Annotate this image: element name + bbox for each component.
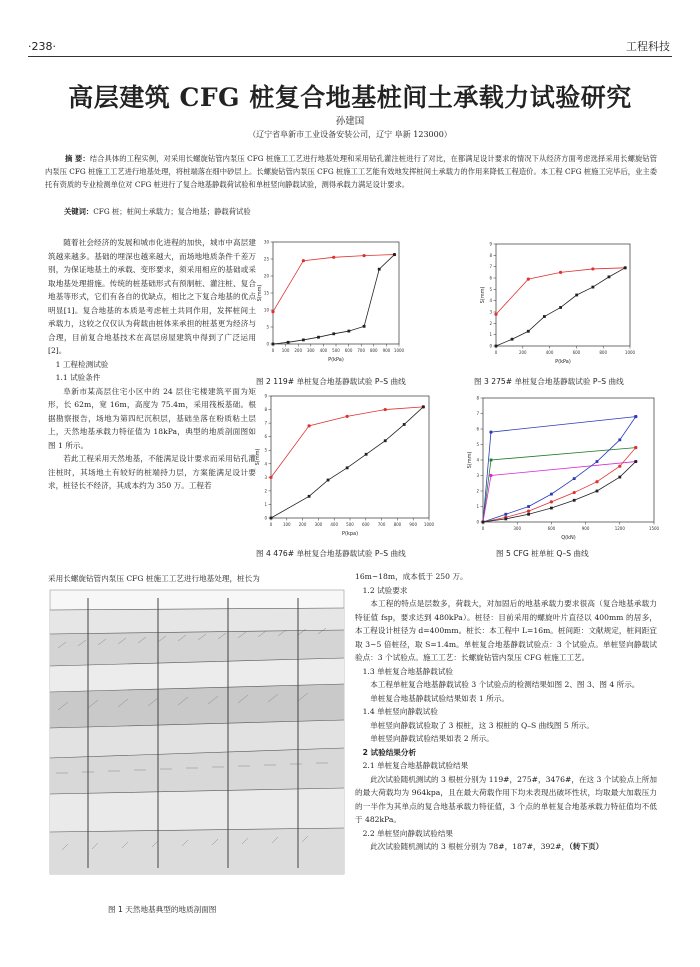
y-tick-label: 0 <box>266 341 269 347</box>
data-point <box>302 339 305 342</box>
header-rule <box>28 56 672 57</box>
fig3-chart <box>478 238 636 366</box>
soil-layers <box>50 608 344 874</box>
y-tick-label: 20 <box>263 273 269 279</box>
section-heading: 2 试验结果分析 <box>362 747 417 757</box>
y-tick-label: 1 <box>489 332 492 338</box>
paragraph: 阜新市某高层住宅小区中的 24 层住宅楼建筑平面为矩形，长 62m，宽 16m，高度为 75.4m，采用筏板基础。根据勘察报告，场地为第四纪沉积层，基础坐落在粉质粘土层上，天然地基承载力特征值为 18kPa，典型的地质剖面图如图 1 所示。 <box>48 386 256 450</box>
paragraph-continuation: 采用长螺旋钻管内泵压 CFG 桩施工工艺进行地基处理，桩长为 <box>48 574 260 583</box>
data-point <box>573 499 576 502</box>
x-tick-label: 500 <box>346 522 354 527</box>
paragraph: 单桩竖向静载试验取了 3 根桩，这 3 根桩的 Q–S 曲线图 5 所示。 <box>370 720 594 730</box>
data-point <box>287 341 290 344</box>
journal-name: 工程科技 <box>626 40 670 53</box>
data-point <box>608 275 611 278</box>
x-tick-label: 1000 <box>393 348 405 353</box>
data-point <box>618 465 621 468</box>
paragraph: 此次试验随机测试的 3 根桩分别为 119#，275#，3476#，在这 3 个试验点上所加的最大荷载均为 964kpa，且在最大荷载作用下均未表现出破坏性状，均取最大加载压力的一半作为其单点的复合地基承载力特征值，3 个点的单桩复合地基承载力特征值均不低于 482kPa。 <box>355 774 657 824</box>
x-tick-label: 200 <box>294 348 303 353</box>
data-point <box>634 460 637 463</box>
fig1-caption: 图 1 天然地基典型的地质剖面图 <box>108 905 217 914</box>
x-axis-label: P(kPa) <box>328 357 344 363</box>
y-tick-label: 3 <box>489 309 492 315</box>
page-number: ·238· <box>28 40 56 53</box>
y-axis-label: S(mm) <box>480 286 486 304</box>
data-point <box>511 338 514 341</box>
x-tick-label: 800 <box>393 522 402 527</box>
data-point <box>504 513 507 516</box>
data-point <box>384 408 387 411</box>
data-point <box>272 343 275 346</box>
x-tick-label: 100 <box>281 348 290 353</box>
x-tick-label: 400 <box>330 522 339 527</box>
y-tick-label: 9 <box>489 241 492 247</box>
data-point <box>573 477 576 480</box>
paragraph: 随着社会经济的发展和城市化进程的加快，城市中高层建筑越来越多。基础的埋深也越来越大，而场地地质条件千差万别，为保证地基土的承载、变形要求，须采用相应的基础或采取地基处理措施。传统的桩基础形式有预制桩、灌注桩、复合地基等形式，它们有各自的优缺点，相比之下复合地基的优点明显[1]。复合地基的本质是考虑桩土共同作用，发挥桩间土承载力，这较之仅仅认为荷载由桩体来承担的桩基更为经济与合理，目前复合地基技术在高层房屋建筑中得到了广泛运用[2]。 <box>48 238 256 355</box>
y-tick-label: 0 <box>476 519 479 525</box>
paragraph: 16m~18m，成本低于 250 万。 <box>355 572 468 581</box>
y-tick-label: 3 <box>476 473 479 478</box>
data-point <box>489 431 492 434</box>
paragraph: 若此工程采用天然地基，不能满足设计要求而采用钻孔灌注桩时，其场地土有较好的桩端持力层，方案能满足设计要求，桩径长不经济，其成本约为 350 万。工程若 <box>48 454 256 490</box>
data-point <box>327 479 330 482</box>
data-point <box>308 495 311 498</box>
fig2-caption: 图 2 119# 单桩复合地基静载试验 P–S 曲线 <box>256 377 406 386</box>
fig3-caption: 图 3 275# 单桩复合地基静载试验 P–S 曲线 <box>474 377 624 386</box>
left-column <box>48 236 256 493</box>
data-point <box>490 459 493 462</box>
data-point <box>271 310 274 313</box>
data-point <box>624 266 627 269</box>
y-tick-label: 1 <box>476 504 479 509</box>
y-axis-label: S(mm) <box>467 451 473 469</box>
x-tick-label: 1200 <box>614 526 625 531</box>
x-tick-label: 900 <box>382 348 391 353</box>
y-axis-label: S(mm) <box>257 284 263 302</box>
subsection-heading: 2.2 单桩竖向静载试验结果 <box>362 828 454 838</box>
y-tick-label: 0 <box>489 343 492 349</box>
x-tick-label: 1000 <box>624 350 636 355</box>
data-point <box>527 278 530 281</box>
y-axis-label: S(mm) <box>255 448 261 466</box>
y-tick-label: 2 <box>489 320 492 326</box>
data-point <box>347 330 350 333</box>
x-tick-label: 300 <box>306 348 315 353</box>
y-tick-label: 0 <box>264 515 267 521</box>
fig5-chart <box>465 392 660 542</box>
y-tick-label: 5 <box>264 447 267 453</box>
y-tick-label: 8 <box>476 395 479 401</box>
x-tick-label: 0 <box>271 348 275 353</box>
subsection-heading: 1.2 试验要求 <box>362 585 408 595</box>
subsection-heading: 1.1 试验条件 <box>55 373 101 382</box>
y-tick-label: 8 <box>489 252 492 258</box>
data-point <box>362 254 365 257</box>
data-point <box>550 507 553 510</box>
data-point <box>270 517 273 520</box>
data-point <box>591 286 594 289</box>
x-tick-label: 1000 <box>423 522 435 527</box>
y-tick-label: 4 <box>264 461 267 467</box>
data-point <box>489 474 492 477</box>
x-tick-label: 800 <box>599 350 608 355</box>
y-tick-label: 3 <box>264 474 267 480</box>
paragraph: 单桩复合地基静载试验结果如表 1 所示。 <box>370 693 509 703</box>
x-tick-label: 400 <box>545 350 554 355</box>
data-point <box>596 460 599 463</box>
data-point <box>422 405 425 408</box>
y-tick-label: 1 <box>264 501 267 507</box>
abstract <box>45 152 657 191</box>
x-tick-label: 0 <box>269 522 273 527</box>
x-tick-label: 600 <box>572 350 581 355</box>
plot-frame <box>496 244 630 346</box>
x-axis-label: P(kpa) <box>341 531 359 537</box>
paragraph: 本工程单桩复合地基静载试验 3 个试验点的检测结果如图 2、图 3、图 4 所示。 <box>370 680 640 689</box>
paragraph <box>355 840 657 854</box>
data-point <box>634 446 637 449</box>
y-tick-label: 15 <box>263 290 269 296</box>
x-tick-label: 1500 <box>648 526 660 531</box>
x-tick-label: 200 <box>298 522 307 527</box>
data-point <box>559 306 562 309</box>
y-tick-label: 9 <box>264 393 267 399</box>
y-tick-label: 30 <box>263 239 269 245</box>
data-point <box>550 500 553 503</box>
fig5-caption: 图 5 CFG 桩单桩 Q–S 曲线 <box>496 549 589 558</box>
keywords-label: 关键词： <box>64 207 94 216</box>
data-point <box>403 423 406 426</box>
y-tick-label: 6 <box>476 426 479 432</box>
subsection-heading: 2.1 单桩复合地基静载试验结果 <box>362 761 469 770</box>
geological-profile-figure <box>48 588 346 876</box>
data-point <box>527 505 530 508</box>
x-tick-label: 700 <box>357 348 366 353</box>
y-tick-label: 2 <box>264 488 267 494</box>
y-tick-label: 25 <box>263 256 269 262</box>
data-point <box>317 336 320 339</box>
paragraph: 单桩竖向静载试验结果如表 2 所示。 <box>370 734 494 743</box>
y-tick-label: 2 <box>476 488 479 494</box>
fig4-caption: 图 4 476# 单桩复合地基静载试验 P–S 曲线 <box>256 549 406 558</box>
data-point <box>618 476 621 479</box>
data-point <box>559 271 562 274</box>
x-tick-label: 600 <box>344 348 353 353</box>
subsection-heading: 1.4 单桩竖向静载试验 <box>362 707 438 716</box>
x-axis-label: P(kPa) <box>555 359 571 365</box>
author: 孙建国 <box>335 116 365 127</box>
plot-frame <box>271 396 429 518</box>
x-tick-label: 200 <box>518 350 527 355</box>
plot-frame <box>483 398 654 522</box>
data-point <box>269 476 272 479</box>
x-tick-label: 400 <box>319 348 328 353</box>
data-point <box>346 466 349 469</box>
data-point <box>527 510 530 513</box>
x-tick-label: 300 <box>513 526 522 531</box>
y-tick-label: 8 <box>264 407 267 413</box>
x-tick-label: 0 <box>494 350 498 355</box>
abstract-label: 摘 要： <box>65 154 90 163</box>
data-point <box>332 332 335 335</box>
section-heading: 1 工程检测试验 <box>55 359 109 369</box>
data-point <box>302 259 305 262</box>
y-tick-label: 6 <box>264 434 267 440</box>
y-tick-label: 10 <box>263 307 269 313</box>
keywords <box>64 207 658 217</box>
data-point <box>575 294 578 297</box>
data-point <box>363 325 366 328</box>
data-point <box>543 315 546 318</box>
x-tick-label: 100 <box>282 522 291 527</box>
data-point <box>495 345 498 348</box>
y-tick-label: 5 <box>266 324 269 330</box>
data-point <box>527 513 530 516</box>
data-point <box>504 518 507 521</box>
affiliation: （辽宁省阜新市工业设备安装公司，辽宁 阜新 123000） <box>248 130 452 139</box>
x-tick-label: 900 <box>409 522 418 527</box>
right-column <box>355 570 657 854</box>
x-tick-label: 600 <box>547 526 556 531</box>
y-tick-label: 7 <box>264 420 267 426</box>
fig4-chart <box>253 390 435 538</box>
continued-note: （转下页） <box>569 842 604 851</box>
y-tick-label: 5 <box>476 442 479 447</box>
data-point <box>527 330 530 333</box>
data-point <box>591 267 594 270</box>
x-tick-label: 800 <box>369 348 378 353</box>
paper-title: 高层建筑 CFG 桩复合地基桩间土承载力试验研究 <box>68 83 632 112</box>
y-tick-label: 4 <box>489 298 492 304</box>
data-point <box>618 438 621 441</box>
data-point <box>346 415 349 418</box>
paragraph: 本工程的特点是层数多，荷载大，对加固后的地基承载力要求很高（复合地基承载力特征值 fsp，要求达到 480kPa）。桩径：目前采用的螺旋叶片直径以 400mm 的居多，本工程设计桩径为 d=400mm。桩长：本工程中 L=16m。桩间距：文献规定，桩间距宜取 3~5 倍桩径，取 S=1.4m。单桩复合地基静载试验点：3 个试验点。单桩竖向静载试验点：3 个试验点。施工工艺：长螺旋钻管内泵压 CFG 桩施工工艺。 <box>355 599 657 662</box>
x-tick-label: 0 <box>481 526 485 531</box>
x-axis-label: Q(kN) <box>561 535 576 541</box>
data-point <box>332 256 335 259</box>
x-tick-label: 600 <box>361 522 370 527</box>
paragraph-text: 此次试验随机测试的 3 根桩分别为 78#，187#，392#， <box>370 842 570 851</box>
y-tick-label: 6 <box>489 275 492 281</box>
data-point <box>393 253 396 256</box>
y-tick-label: 5 <box>489 286 492 292</box>
x-tick-label: 900 <box>581 526 590 531</box>
y-tick-label: 4 <box>476 457 479 463</box>
data-point <box>596 490 599 493</box>
x-tick-label: 700 <box>377 522 386 527</box>
abstract-text: 结合具体的工程实例，对采用长螺旋钻管内泵压 CFG 桩施工工艺进行地基处理和采用钻孔灌注桩进行了对比，在都满足设计要求的情况下从经济方面考虑选择采用长螺旋钻管内泵压 CFG 桩施工工艺进行地基处理，将桩端落在细中砂层上。长螺旋钻管内泵压 CFG 桩施工工艺能有效地发挥桩间土承载力的作用来降低工程造价。本工程 CFG 桩施工完毕后，业主委托有资质的专业检测单位对 CFG 桩进行了复合地基静载荷试验和单桩竖向静载试验，测得承载力满足设计要求。 <box>45 154 657 189</box>
data-point <box>595 480 598 483</box>
subsection-heading: 1.3 单桩复合地基静载试验 <box>362 666 454 676</box>
fig2-chart <box>255 236 405 364</box>
data-point <box>384 439 387 442</box>
x-tick-label: 500 <box>332 348 340 353</box>
keywords-text: CFG 桩；桩间土承载力；复合地基；静载荷试验 <box>93 207 251 216</box>
data-point <box>550 493 553 496</box>
data-point <box>573 491 576 494</box>
x-tick-label: 300 <box>314 522 323 527</box>
data-point <box>378 268 381 271</box>
data-point <box>482 521 485 524</box>
data-point <box>634 415 637 418</box>
data-point <box>307 424 310 427</box>
y-tick-label: 7 <box>476 411 479 416</box>
data-point <box>494 313 497 316</box>
data-point <box>365 453 368 456</box>
y-tick-label: 7 <box>489 264 492 270</box>
